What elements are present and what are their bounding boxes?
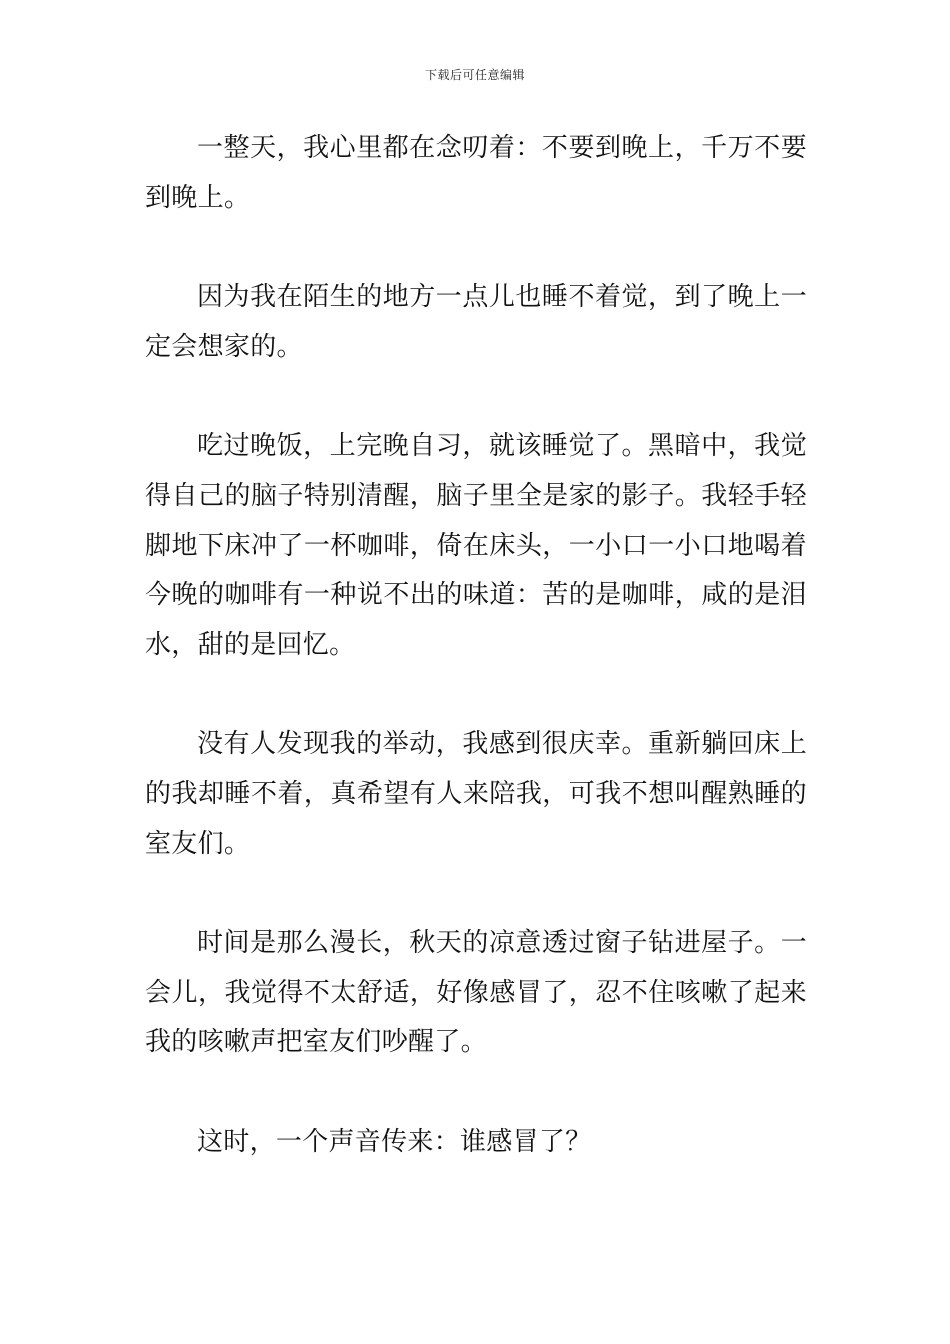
paragraph-3: 吃过晚饭，上完晚自习，就该睡觉了。黑暗中，我觉得自己的脑子特别清醒，脑子里全是家的影子。我轻手轻脚地下床冲了一杯咖啡，倚在床头，一小口一小口地喝着今晚的咖啡有一种说不出的味道：苦的是咖啡，咸的是泪水，甜的是回忆。 [145,431,807,660]
page-header-note: 下载后可任意编辑 [424,68,525,82]
document-body [145,124,807,1218]
paragraph-6: 这时，一个声音传来：谁感冒了？ [197,1126,592,1157]
paragraph-5: 时间是那么漫长，秋天的凉意透过窗子钻进屋子。一会儿，我觉得不太舒适，好像感冒了，忍不住咳嗽了起来我的咳嗽声把室友们吵醒了。 [145,928,807,1058]
paragraph-1: 一整天，我心里都在念叨着：不要到晚上，千万不要到晚上。 [145,133,807,213]
paragraph-2: 因为我在陌生的地方一点儿也睡不着觉，到了晚上一定会想家的。 [145,282,807,362]
paragraph-4: 没有人发现我的举动，我感到很庆幸。重新躺回床上的我却睡不着，真希望有人来陪我，可我不想叫醒熟睡的室友们。 [145,729,807,859]
